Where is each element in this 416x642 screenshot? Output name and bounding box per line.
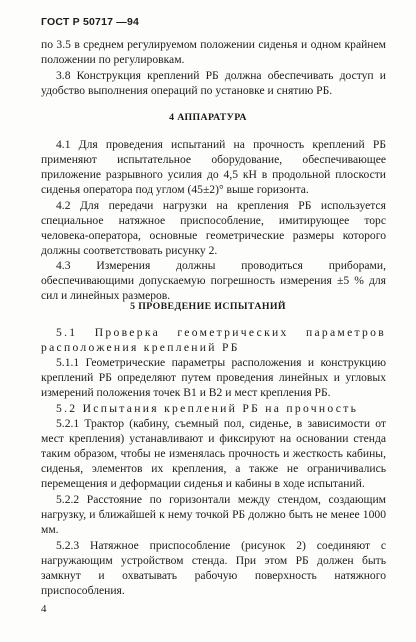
paragraph-4-3: 4.3 Измерения должны проводиться приборами, обеспечивающими допускаемую погрешность измерения ±5 % для сил и линейных размеров.: [41, 259, 386, 303]
paragraph-3-7-continued: по 3.5 в среднем регулируемом положении сиденья и одном крайнем положении по регулировкам.: [41, 38, 386, 67]
paragraph-3-8: 3.8 Конструкция креплений РБ должна обеспечивать доступ и удобство выполнения операций по установке и снятию РБ.: [41, 69, 386, 98]
paragraph-5-2-1: 5.2.1 Трактор (кабину, съемный пол, сиденье, в зависимости от мест крепления) устанавливают и фиксируют на основании стенда таким образом, чтобы не изменялась прочность и жесткость кабины, сиденья, элементов их крепления, а также не ограничивались перемещения и деформации сиденья и кабины в ходе испытаний.: [41, 417, 386, 491]
subsection-heading-5-1: 5.1 Проверка геометрических параметров расположения креплений РБ: [41, 326, 386, 355]
paragraph-5-2-3: 5.2.3 Натяжное приспособление (рисунок 2) соединяют с нагружающим устройством стенда. При этом РБ должен быть замкнут и охватывать рабочую поверхность натяжного приспособления.: [41, 539, 386, 598]
paragraph-4-1: 4.1 Для проведения испытаний на прочность креплений РБ применяют испытательное оборудование, обеспечивающее приложение разрывного усилия до 4,5 кН в продольной плоскости сиденья оператора под углом (45±2)° выше горизонта.: [41, 138, 386, 197]
paragraph-5-1-1: 5.1.1 Геометрические параметры расположения и конструкцию креплений РБ определяют путем проведения линейных и угловых измерений положения точек B1 и B2 и мест крепления РБ.: [41, 356, 386, 400]
paragraph-4-2: 4.2 Для передачи нагрузки на крепления РБ используется специальное натяжное приспособление, имитирующее торс человека-оператора, основные геометрические размеры которого должны соответствовать рисунку 2.: [41, 199, 386, 258]
page-number: 4: [41, 603, 47, 615]
subsection-heading-5-2-text: 5.2 Испытания креплений РБ на прочность: [56, 402, 359, 415]
subsection-heading-5-2: [41, 401, 386, 416]
document-header: ГОСТ Р 50717 —94: [41, 16, 140, 28]
section-heading-5: 5 ПРОВЕДЕНИЕ ИСПЫТАНИЙ: [130, 301, 286, 312]
paragraph-5-2-2: 5.2.2 Расстояние по горизонтали между стендом, создающим нагрузку, и ближайшей к нему точкой РБ должно быть не менее 1000 мм.: [41, 493, 386, 537]
section-heading-4: 4 АППАРАТУРА: [169, 112, 247, 123]
